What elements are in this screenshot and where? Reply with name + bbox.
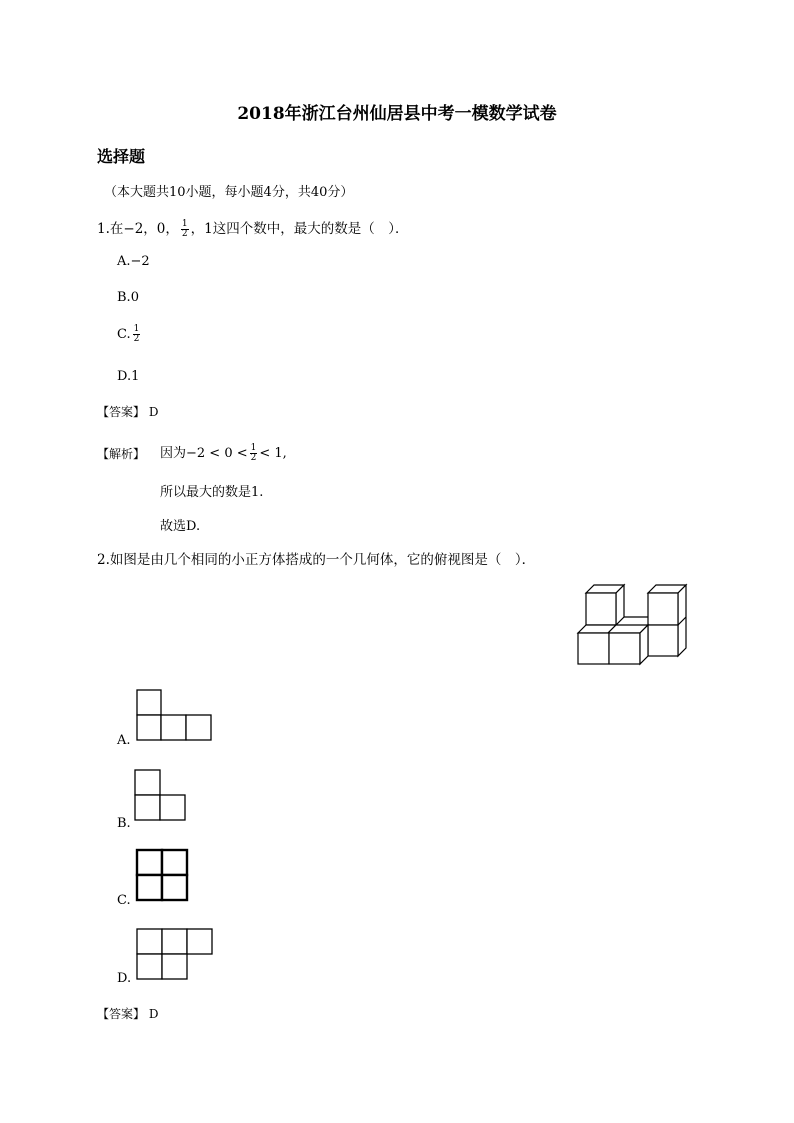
q2-option-d-figure [136, 928, 216, 982]
q1-answer: 【答案】 D [97, 405, 159, 419]
q1-analysis-label: 【解析】 [97, 447, 146, 461]
q1-analysis-line1: 因为−2 < 0 < $\frac{1}{2}$ < 1, [160, 443, 287, 463]
q1-option-c: C. $\frac{1}{2}$ [117, 324, 140, 344]
q2-option-a-label: A. [117, 733, 131, 748]
page-title: 2018年浙江台州仙居县中考一模数学试卷 [237, 104, 557, 124]
q1-option-a: A.−2 [117, 254, 150, 269]
q1-option-b: B.0 [117, 290, 139, 305]
cube-figure [574, 584, 694, 666]
q1-value-a: −2 [123, 221, 144, 237]
q1-prefix: 1.在 [97, 221, 124, 237]
q1-analysis-line3: 故选D. [160, 519, 201, 534]
q1-option-d: D.1 [117, 369, 140, 384]
q1-suffix: 这四个数中，最大的数是（ ）． [212, 221, 409, 237]
q1-fraction: $\frac{1}{2}$ [181, 219, 188, 239]
q1-value-b: 0 [156, 221, 166, 237]
section-note: （本大题共10小题，每小题4分，共40分） [104, 185, 354, 200]
q2-option-b-label: B. [117, 816, 131, 831]
section-heading: 选择题 [97, 147, 146, 166]
question-2: 2.如图是由几个相同的小正方体搭成的一个几何体，它的俯视图是（ ）． [97, 552, 536, 568]
q1-analysis-line2: 所以最大的数是1. [160, 485, 264, 500]
q2-option-a-figure [136, 689, 214, 743]
q2-option-b-figure [134, 769, 188, 823]
q1-value-d: 1 [204, 221, 213, 237]
question-1: 1.在−2，0， $\frac{1}{2}$ ，1这四个数中，最大的数是（ ）． [97, 219, 409, 239]
q2-option-d-label: D. [117, 971, 132, 986]
q2-option-c-label: C. [117, 893, 131, 908]
q2-option-c-figure [136, 849, 190, 903]
q2-answer: 【答案】 D [97, 1007, 159, 1021]
